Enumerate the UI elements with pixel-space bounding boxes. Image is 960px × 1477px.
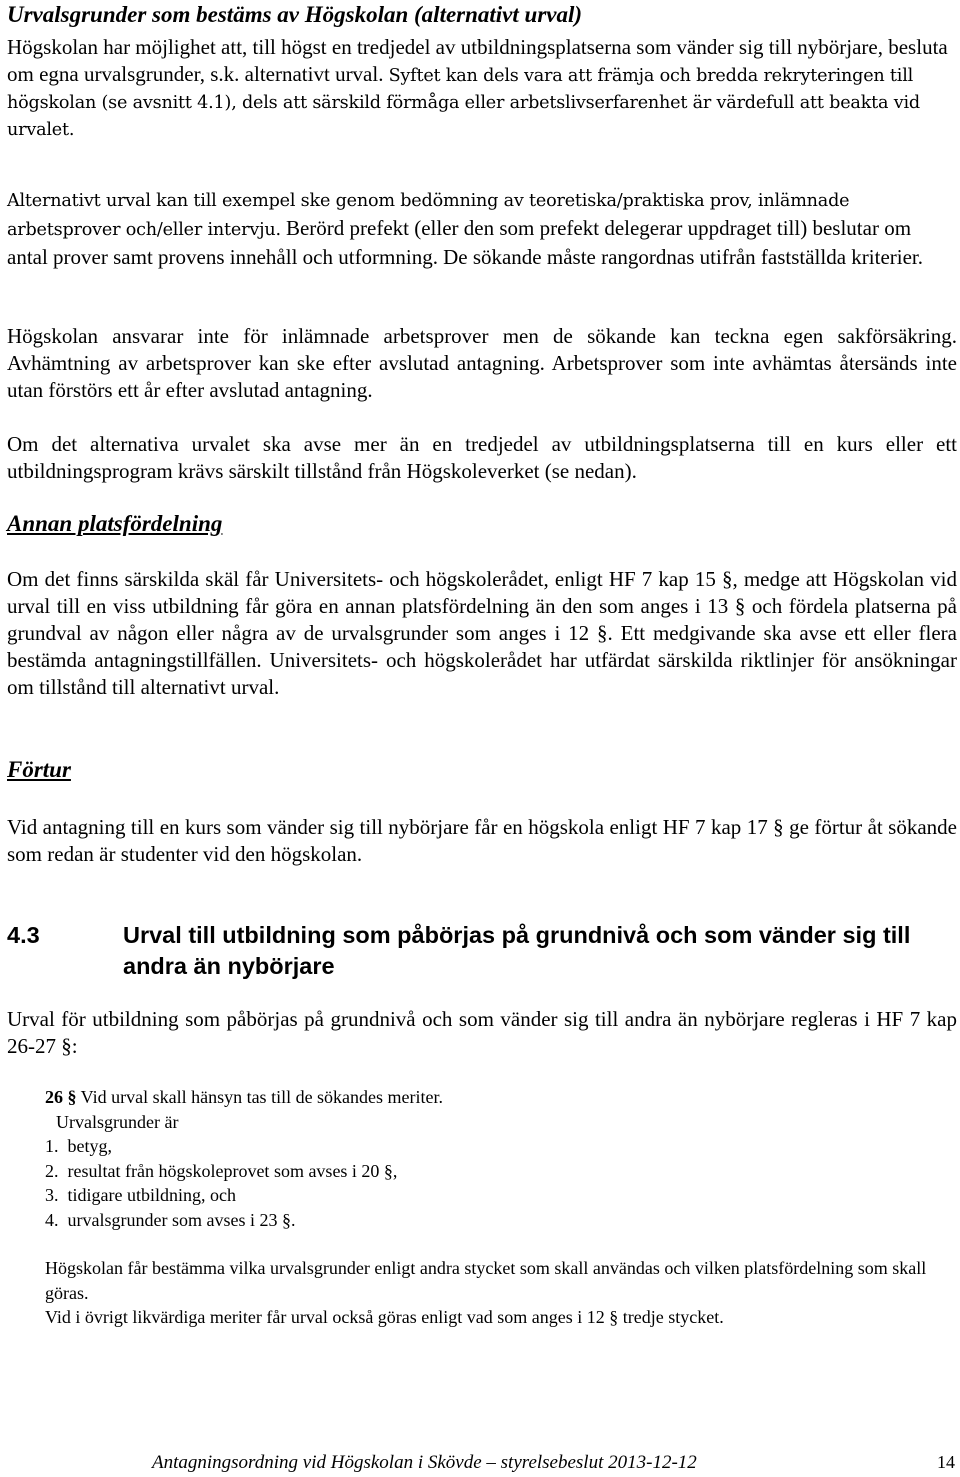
quote-list-item: 2. resultat från högskoleprovet som avses i 20 §, <box>45 1160 398 1181</box>
quote-list-item: 1. betyg, <box>45 1136 112 1156</box>
heading-fortur: Förtur <box>7 757 71 782</box>
para2a-text: Alternativt urval kan till exempel ske genom bedömning av teoretiska/praktiska prov, inlämnade arbetsprover och/eller intervju. <box>7 191 850 240</box>
section-title: Urval till utbildning som påbörjas på grundnivå och som vänder sig till andra än nybörjare <box>123 922 911 979</box>
paragraph-4: Om det alternativa urvalet ska avse mer än en tredjedel av utbildningsplatserna till en kurs eller ett utbildningsprogram krävs särskilt tillstånd från Högskoleverket (se nedan). <box>7 432 957 483</box>
para2c-text: De sökande måste rangordnas utifrån fastställda kriterier. <box>443 245 923 269</box>
paragraph-5: Om det finns särskilda skäl får Universitets- och högskolerådet, enligt HF 7 kap 15 §, medge att Högskolan vid urval till en viss utbildning får göra en annan platsfördelning än den som anges i 13 § och fördela platserna på grundval av någon eller några av de urvalsgrunder som anges i 12 §. Ett medgivande ska avse ett eller flera bestämda antagningstillfällen. Universitets- och högskolerådet har utfärdat särskilda riktlinjer för ansökningar om tillstånd till alternativt urval. <box>7 567 957 699</box>
paragraph-6: Vid antagning till en kurs som vänder sig till nybörjare får en högskola enligt HF 7 kap 17 § ge förtur åt sökande som redan är studenter vid den högskolan. <box>7 815 957 866</box>
quote-list-item: 3. tidigare utbildning, och <box>45 1185 236 1205</box>
para2b-text: Berörd prefekt (eller den som prefekt delegerar uppdraget till) beslutar om antal prover samt provens innehåll och utformning. <box>7 216 912 269</box>
paragraph-2 <box>7 188 957 271</box>
footer-text: Antagningsordning vid Högskolan i Skövde – styrelsebeslut 2013-12-12 <box>152 1452 697 1473</box>
paragraph-3: Högskolan ansvarar inte för inlämnade arbetsprover men de sökande kan teckna egen sakförsäkring. Avhämtning av arbetsprover kan ske efter avslutad antagning. Arbetsprover som inte avhämtas återsänds inte utan förstörs ett år efter avslutad antagning. <box>7 324 957 402</box>
quote-list-item: 4. urvalsgrunder som avses i 23 §. <box>45 1209 296 1230</box>
quote-intro: Urvalsgrunder är <box>56 1111 179 1132</box>
heading-annan-platsfordelning: Annan platsfördelning <box>7 511 223 536</box>
section-heading-4-3 <box>7 920 957 982</box>
paragraph-7: Urval för utbildning som påbörjas på grundnivå och som vänder sig till andra än nybörjare regleras i HF 7 kap 26-27 §: <box>7 1007 957 1058</box>
quote-lead-text: Vid urval skall hänsyn tas till de sökandes meriter. <box>76 1087 444 1107</box>
paragraph-1 <box>7 34 957 144</box>
para1-text: Högskolan har möjlighet att, till högst en tredjedel av utbildningsplatserna som vänder sig till nybörjare, besluta om egna urvalsgrunder, s.k. alternativt urval. <box>7 35 948 86</box>
heading-alternativt-urval: Urvalsgrunder som bestäms av Högskolan (alternativt urval) <box>7 2 583 27</box>
quote-lead-number: 26 § <box>45 1087 77 1107</box>
quote-paragraph-b: Vid i övrigt likvärdiga meriter får urval också göras enligt vad som anges i 12 § tredje stycket. <box>45 1307 724 1327</box>
page-number: 14 <box>937 1452 955 1472</box>
para1b-text: Syftet kan dels vara att främja och bredda rekryteringen till högskolan (se avsnitt 4.1), dels att särskild förmåga eller arbetslivserfarenhet är värdefull att beakta vid urvalet. <box>7 66 920 140</box>
quote-lead <box>45 1085 957 1110</box>
section-number: 4.3 <box>7 922 40 948</box>
quote-paragraph-a: Högskolan får bestämma vilka urvalsgrunder enligt andra stycket som skall användas och vilken platsfördelning som skall göras. <box>45 1258 927 1303</box>
law-quote <box>45 1085 957 1330</box>
